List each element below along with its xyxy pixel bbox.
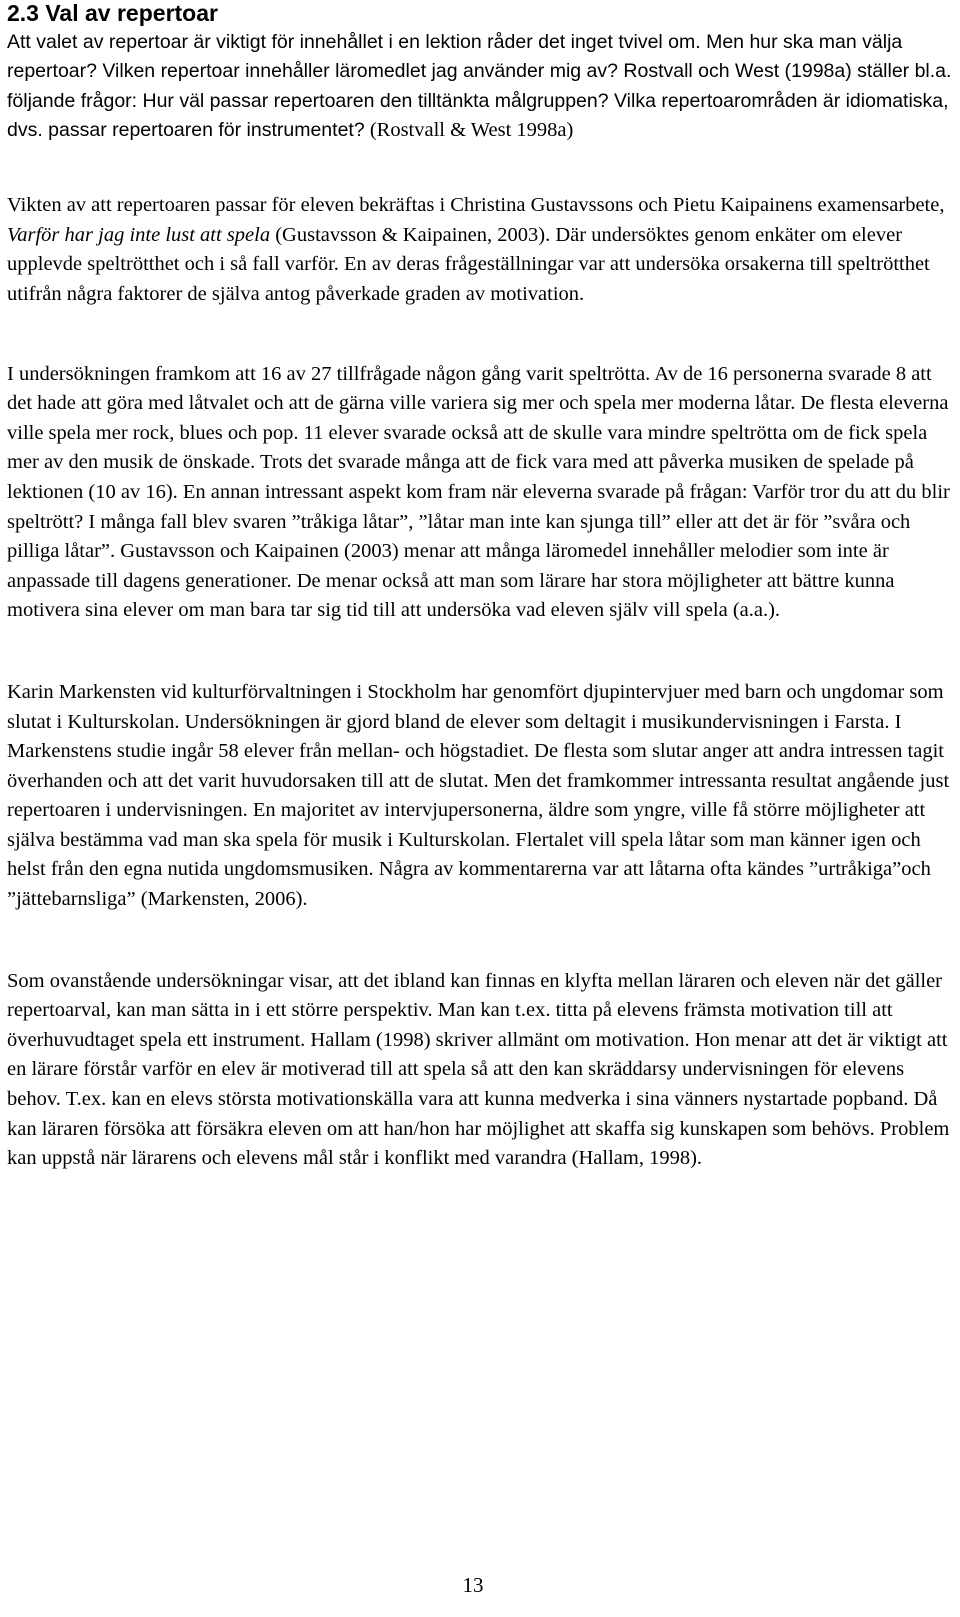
paragraph-markensten: Karin Markensten vid kulturförvaltningen i Stockholm har genomfört djupintervjuer med barn och ungdomar som slutat i Kulturskolan. Undersökningen är gjord bland de elever som deltagit i musikundervisningen i Farsta. I Markenstens studie ingår 58 elever från mellan- och högstadiet. De flesta som slutar anger att andra intressen tagit överhanden och att det varit huvudorsaken till att de slutat. Men det framkommer intressanta resultat angående just repertoaren i undervisningen. En majoritet av intervjupersonerna, äldre som yngre, ville få större möjligheter att själva bestämma vad man ska spela för musik i Kulturskolan. Flertalet vill spela låtar som man känner igen och helst från den egna nutida ungdomsmusiken. Några av kommentarerna var att låtarna ofta kändes ”urtråkiga”och ”jättebarnsliga” (Markensten, 2006).: [7, 680, 950, 911]
intro-text: Att valet av repertoar är viktigt för innehållet i en lektion råder det inget tvivel om. Men hur ska man välja repertoar? Vilken repertoar innehåller läromedlet jag använder mig av? Rostvall och West (1998a) ställer bl.a. följande frågor: Hur väl passar repertoaren den tilltänkta målgruppen? Vilka repertoarområden är idiomatiska, dvs. passar repertoaren för instrumentet?: [7, 31, 952, 141]
vikten-text-before: Vikten av att repertoaren passar för eleven bekräftas i Christina Gustavssons och Pietu Kaipainens examensarbete,: [7, 194, 945, 217]
paragraph-intro: [7, 28, 953, 145]
vikten-text-after: (Gustavsson & Kaipainen, 2003). Där undersöktes genom enkäter om elever upplevde speltrötthet och i så fall varför. En av deras frågeställningar var att undersöka orsakerna till speltrötthet utifrån några faktorer de själva antog påverkade graden av motivation.: [7, 223, 930, 305]
thesis-title: Varför har jag inte lust att spela: [7, 223, 271, 246]
document-page: [7, 0, 953, 1174]
paragraph-undersokning: I undersökningen framkom att 16 av 27 tillfrågade någon gång varit speltrötta. Av de 16 personerna svarade 8 att det hade att göra med låtvalet och att de gärna ville variera sig mer och spela mer moderna låtar. De flesta eleverna ville spela mer rock, blues och pop. 11 elever svarade också att de skulle vara mindre speltrötta om de fick spela mer av den musik de önskade. Trots det svarade många att de fick vara med att påverka musiken de spelade på lektionen (10 av 16). En annan intressant aspekt kom fram när eleverna svarade på frågan: Varför tror du att du blir speltrött? I många fall blev svaren ”tråkiga låtar”, ”låtar man inte kan sjunga till” eller att det är för ”svåra och pilliga låtar”. Gustavsson och Kaipainen (2003) menar att många läromedel innehåller melodier som inte är anpassade till dagens generationer. De menar också att man som lärare har stora möjligheter att bättre kunna motivera sina elever om man bara tar sig tid till att undersöka vad eleven själv vill spela (a.a.).: [7, 362, 950, 622]
paragraph-ovanstaende: Som ovanstående undersökningar visar, att det ibland kan finnas en klyfta mellan läraren och eleven när det gäller repertoarval, kan man sätta in i ett större perspektiv. Man kan t.ex. titta på elevens främsta motivation till att överhuvudtaget spela ett instrument. Hallam (1998) skriver allmänt om motivation. Hon menar att det är viktigt att en lärare förstår varför en elev är motiverad till att spela så att den kan skräddarsy undervisningen för elevens behov. T.ex. kan en elevs största motivationskälla vara att kunna medverka i sina vänners nystartade popband. Då kan läraren försöka att försäkra eleven om att han/hon har möjlighet att skaffa sig kunskapen som behövs. Problem kan uppstå när lärarens och elevens mål står i konflikt med varandra (Hallam, 1998).: [7, 969, 950, 1170]
intro-citation: (Rostvall & West 1998a): [364, 118, 574, 141]
page-number: 13: [462, 1573, 484, 1597]
section-heading: 2.3 Val av repertoar: [7, 0, 218, 26]
paragraph-vikten: [7, 191, 953, 309]
